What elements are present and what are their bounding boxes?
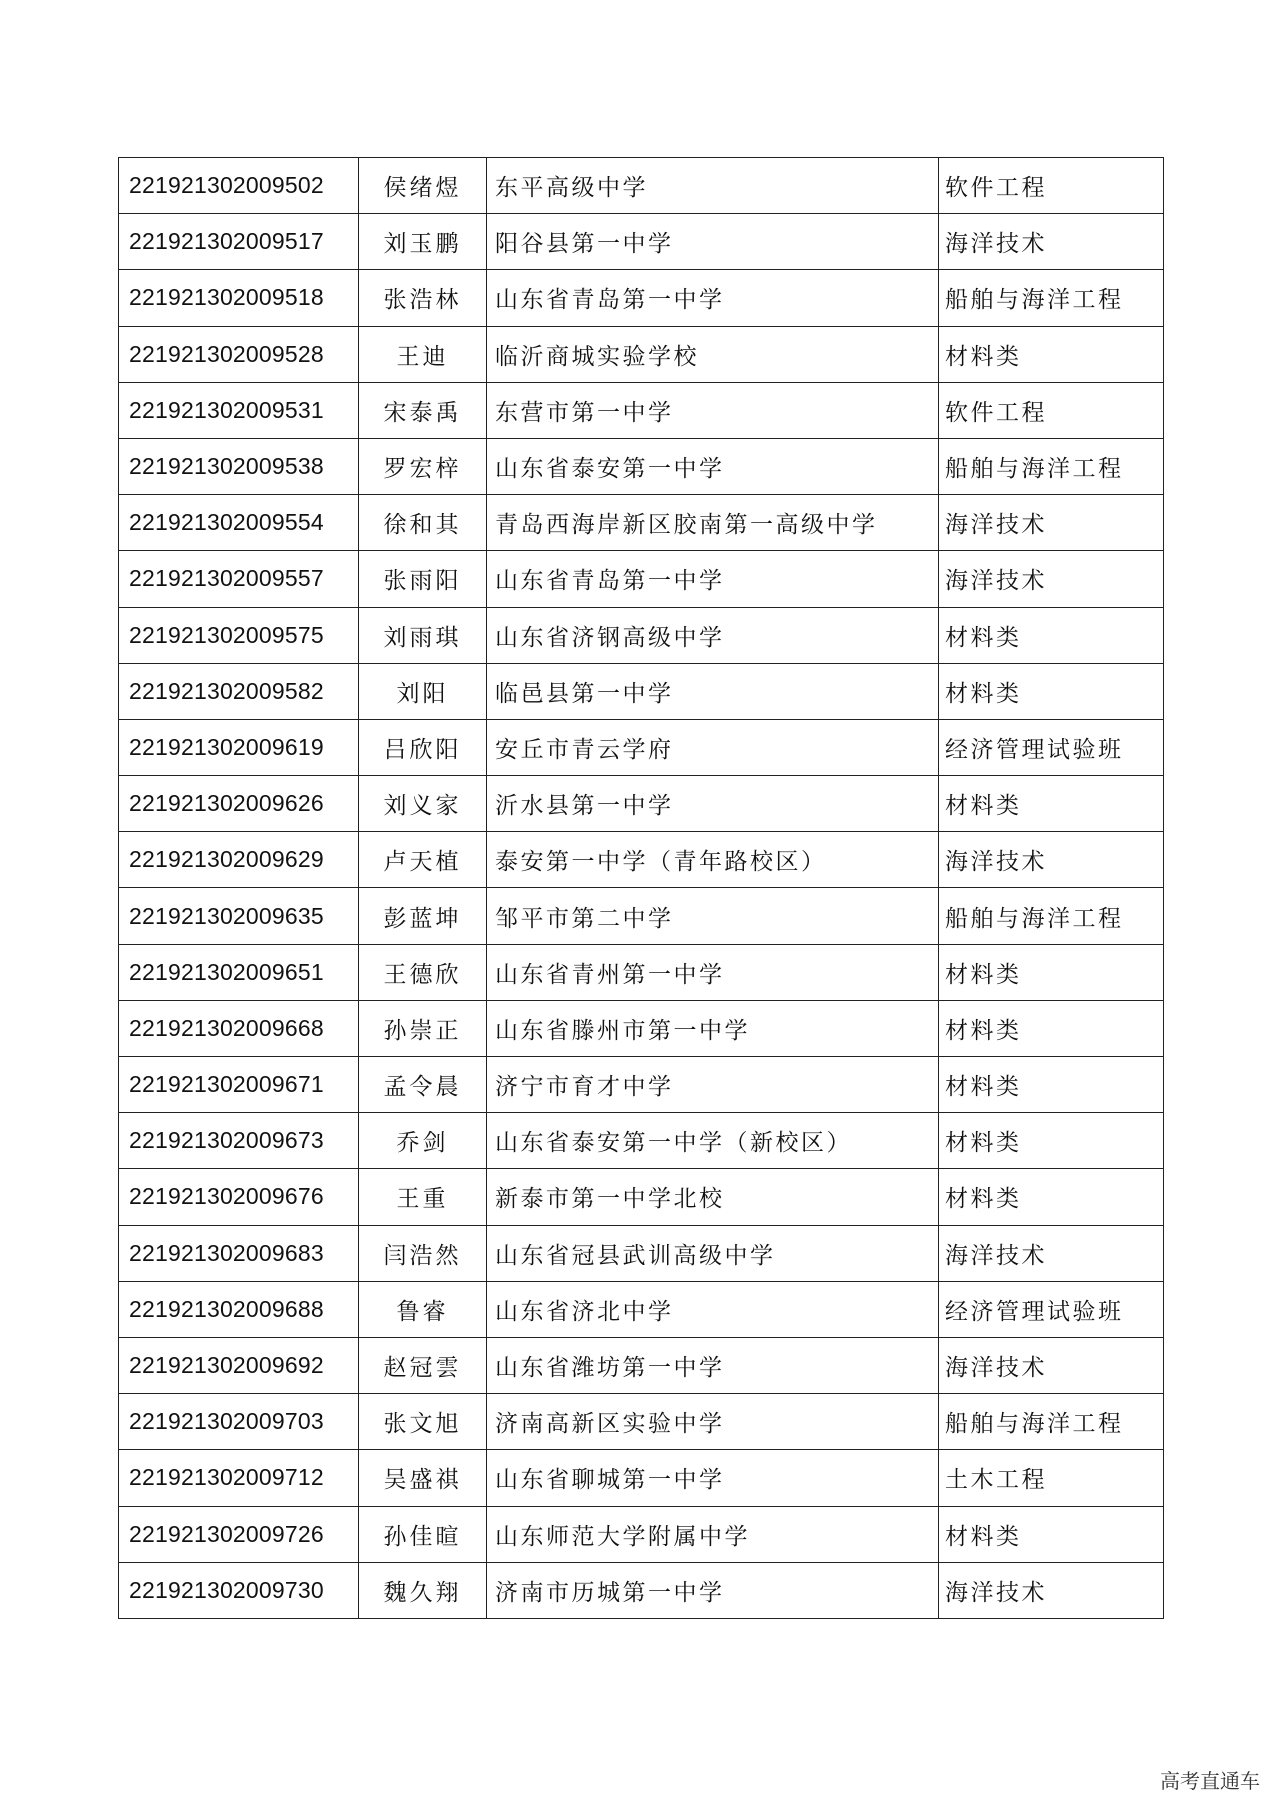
table-row	[119, 1394, 1164, 1450]
table-row	[119, 663, 1164, 719]
table-row	[119, 607, 1164, 663]
school-cell: 山东省泰安第一中学（新校区）	[487, 1113, 939, 1169]
major-cell: 船舶与海洋工程	[939, 270, 1164, 326]
student-name-cell: 刘雨琪	[359, 607, 487, 663]
major-cell: 经济管理试验班	[939, 1281, 1164, 1337]
exam-number-cell: 221921302009518	[119, 270, 359, 326]
student-name-cell: 徐和其	[359, 495, 487, 551]
student-name-cell: 侯绪煜	[359, 158, 487, 214]
major-cell: 材料类	[939, 1169, 1164, 1225]
school-cell: 新泰市第一中学北校	[487, 1169, 939, 1225]
student-name-cell: 张雨阳	[359, 551, 487, 607]
student-name-cell: 刘义家	[359, 776, 487, 832]
table-row	[119, 1169, 1164, 1225]
table-row	[119, 1450, 1164, 1506]
student-name-cell: 王德欣	[359, 944, 487, 1000]
school-cell: 邹平市第二中学	[487, 888, 939, 944]
school-cell: 山东省青岛第一中学	[487, 551, 939, 607]
major-cell: 材料类	[939, 326, 1164, 382]
student-name-cell: 吴盛祺	[359, 1450, 487, 1506]
major-cell: 材料类	[939, 1000, 1164, 1056]
exam-number-cell: 221921302009582	[119, 663, 359, 719]
exam-number-cell: 221921302009668	[119, 1000, 359, 1056]
table-row	[119, 158, 1164, 214]
student-name-cell: 魏久翔	[359, 1562, 487, 1618]
exam-number-cell: 221921302009671	[119, 1057, 359, 1113]
student-name-cell: 孙佳暄	[359, 1506, 487, 1562]
exam-number-cell: 221921302009676	[119, 1169, 359, 1225]
exam-number-cell: 221921302009517	[119, 214, 359, 270]
table-row	[119, 1506, 1164, 1562]
table-row	[119, 1113, 1164, 1169]
major-cell: 海洋技术	[939, 551, 1164, 607]
school-cell: 山东省青岛第一中学	[487, 270, 939, 326]
school-cell: 临沂商城实验学校	[487, 326, 939, 382]
exam-number-cell: 221921302009502	[119, 158, 359, 214]
school-cell: 临邑县第一中学	[487, 663, 939, 719]
school-cell: 山东省济北中学	[487, 1281, 939, 1337]
student-name-cell: 宋泰禹	[359, 382, 487, 438]
student-name-cell: 孙崇正	[359, 1000, 487, 1056]
school-cell: 青岛西海岸新区胶南第一高级中学	[487, 495, 939, 551]
exam-number-cell: 221921302009683	[119, 1225, 359, 1281]
student-name-cell: 卢天植	[359, 832, 487, 888]
student-name-cell: 刘玉鹏	[359, 214, 487, 270]
table-row	[119, 1281, 1164, 1337]
major-cell: 船舶与海洋工程	[939, 1394, 1164, 1450]
student-name-cell: 鲁睿	[359, 1281, 487, 1337]
exam-number-cell: 221921302009651	[119, 944, 359, 1000]
student-name-cell: 孟令晨	[359, 1057, 487, 1113]
school-cell: 山东省冠县武训高级中学	[487, 1225, 939, 1281]
table-row	[119, 270, 1164, 326]
student-name-cell: 罗宏梓	[359, 438, 487, 494]
exam-number-cell: 221921302009629	[119, 832, 359, 888]
exam-number-cell: 221921302009726	[119, 1506, 359, 1562]
table-row	[119, 1225, 1164, 1281]
school-cell: 山东师范大学附属中学	[487, 1506, 939, 1562]
student-name-cell: 王迪	[359, 326, 487, 382]
exam-number-cell: 221921302009619	[119, 719, 359, 775]
exam-number-cell: 221921302009557	[119, 551, 359, 607]
school-cell: 山东省滕州市第一中学	[487, 1000, 939, 1056]
major-cell: 海洋技术	[939, 832, 1164, 888]
major-cell: 船舶与海洋工程	[939, 888, 1164, 944]
major-cell: 海洋技术	[939, 214, 1164, 270]
exam-number-cell: 221921302009692	[119, 1337, 359, 1393]
table-row	[119, 832, 1164, 888]
major-cell: 材料类	[939, 607, 1164, 663]
table-row	[119, 214, 1164, 270]
exam-number-cell: 221921302009575	[119, 607, 359, 663]
table-row	[119, 888, 1164, 944]
table-row	[119, 495, 1164, 551]
table-row	[119, 438, 1164, 494]
student-name-cell: 乔剑	[359, 1113, 487, 1169]
school-cell: 东营市第一中学	[487, 382, 939, 438]
major-cell: 土木工程	[939, 1450, 1164, 1506]
major-cell: 海洋技术	[939, 495, 1164, 551]
exam-number-cell: 221921302009531	[119, 382, 359, 438]
student-name-cell: 张浩林	[359, 270, 487, 326]
student-name-cell: 张文旭	[359, 1394, 487, 1450]
major-cell: 材料类	[939, 776, 1164, 832]
school-cell: 安丘市青云学府	[487, 719, 939, 775]
major-cell: 材料类	[939, 663, 1164, 719]
major-cell: 海洋技术	[939, 1562, 1164, 1618]
major-cell: 材料类	[939, 1113, 1164, 1169]
major-cell: 材料类	[939, 1506, 1164, 1562]
exam-number-cell: 221921302009703	[119, 1394, 359, 1450]
school-cell: 山东省青州第一中学	[487, 944, 939, 1000]
school-cell: 济宁市育才中学	[487, 1057, 939, 1113]
table-row	[119, 719, 1164, 775]
table-row	[119, 1562, 1164, 1618]
school-cell: 山东省泰安第一中学	[487, 438, 939, 494]
exam-number-cell: 221921302009688	[119, 1281, 359, 1337]
table-row	[119, 326, 1164, 382]
school-cell: 济南市历城第一中学	[487, 1562, 939, 1618]
exam-number-cell: 221921302009712	[119, 1450, 359, 1506]
table-row	[119, 944, 1164, 1000]
school-cell: 山东省济钢高级中学	[487, 607, 939, 663]
student-name-cell: 王重	[359, 1169, 487, 1225]
site-watermark: 高考直通车	[1160, 1769, 1260, 1793]
major-cell: 海洋技术	[939, 1225, 1164, 1281]
table-row	[119, 382, 1164, 438]
major-cell: 海洋技术	[939, 1337, 1164, 1393]
admission-list-table	[118, 157, 1164, 1619]
major-cell: 软件工程	[939, 158, 1164, 214]
table-row	[119, 551, 1164, 607]
school-cell: 阳谷县第一中学	[487, 214, 939, 270]
school-cell: 泰安第一中学（青年路校区）	[487, 832, 939, 888]
school-cell: 山东省聊城第一中学	[487, 1450, 939, 1506]
school-cell: 济南高新区实验中学	[487, 1394, 939, 1450]
student-name-cell: 彭蓝坤	[359, 888, 487, 944]
exam-number-cell: 221921302009554	[119, 495, 359, 551]
student-name-cell: 吕欣阳	[359, 719, 487, 775]
exam-number-cell: 221921302009730	[119, 1562, 359, 1618]
table-row	[119, 776, 1164, 832]
major-cell: 材料类	[939, 1057, 1164, 1113]
exam-number-cell: 221921302009626	[119, 776, 359, 832]
exam-number-cell: 221921302009528	[119, 326, 359, 382]
school-cell: 东平高级中学	[487, 158, 939, 214]
school-cell: 沂水县第一中学	[487, 776, 939, 832]
student-name-cell: 刘阳	[359, 663, 487, 719]
table-row	[119, 1337, 1164, 1393]
student-name-cell: 赵冠雲	[359, 1337, 487, 1393]
major-cell: 软件工程	[939, 382, 1164, 438]
major-cell: 材料类	[939, 944, 1164, 1000]
student-name-cell: 闫浩然	[359, 1225, 487, 1281]
exam-number-cell: 221921302009673	[119, 1113, 359, 1169]
table-row	[119, 1057, 1164, 1113]
major-cell: 船舶与海洋工程	[939, 438, 1164, 494]
table-row	[119, 1000, 1164, 1056]
admission-list-body	[119, 158, 1164, 1619]
school-cell: 山东省潍坊第一中学	[487, 1337, 939, 1393]
exam-number-cell: 221921302009538	[119, 438, 359, 494]
major-cell: 经济管理试验班	[939, 719, 1164, 775]
exam-number-cell: 221921302009635	[119, 888, 359, 944]
